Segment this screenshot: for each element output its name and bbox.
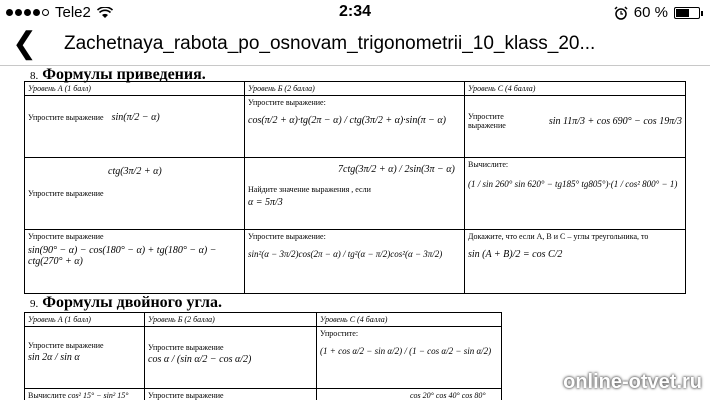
watermark: online-otvet.ru	[563, 371, 702, 393]
status-bar	[0, 0, 710, 24]
navigation-bar	[0, 24, 710, 66]
table-cell	[245, 96, 465, 158]
task-label: Упростите выражение	[468, 112, 506, 130]
table-cell	[25, 327, 145, 389]
section-8-table	[24, 81, 686, 294]
table-row	[25, 327, 502, 389]
table-row	[25, 389, 502, 400]
battery-icon	[674, 7, 700, 19]
formula: (1 / sin 260° sin 620° − tg185° tg805°)·(1 / cos² 800° − 1)	[468, 179, 678, 189]
table-cell	[25, 389, 145, 400]
formula: sin 11π/3 + cos 690° − cos 19π/3	[548, 115, 682, 127]
status-right	[614, 4, 700, 21]
table-cell	[25, 96, 245, 158]
table-header: Уровень А (1 балл)	[25, 313, 145, 327]
table-cell	[465, 158, 686, 230]
table-cell	[145, 389, 317, 400]
table-header: Уровень С (4 балла)	[465, 82, 686, 96]
formula-condition: α = 5π/3	[248, 197, 283, 208]
task-suffix: , если	[351, 185, 371, 194]
table-row	[25, 96, 686, 158]
table-cell	[245, 158, 465, 230]
section-number: 8.	[30, 70, 39, 82]
table-header: Уровень Б (2 балла)	[245, 82, 465, 96]
task-label: Найдите значение выражения	[248, 185, 350, 194]
table-header: Уровень А (1 балл)	[25, 82, 245, 96]
table-cell	[317, 389, 502, 400]
formula: sin (A + B)/2 = cos C/2	[468, 249, 563, 260]
table-cell	[25, 230, 245, 294]
task-label: Упростите выражение	[28, 232, 104, 241]
table-header: Уровень С (4 балла)	[317, 313, 502, 327]
task-label: Упростите выражение	[148, 343, 224, 352]
formula: sin(π/2 − α)	[111, 112, 160, 123]
carrier-name: Tele2	[55, 4, 91, 21]
formula: (1 + cos α/2 − sin α/2) / (1 − cos α/2 − sin α/2)	[320, 346, 492, 356]
section-heading: Формулы двойного угла.	[42, 294, 222, 311]
task-label: Упростите выражение	[28, 189, 104, 198]
task-label: Докажите, что если А, В и С – углы треугольника, то	[468, 232, 649, 241]
task-label: Упростите выражение:	[248, 98, 326, 107]
task-label: Упростите выражение:	[248, 232, 326, 241]
formula: sin(90° − α) − cos(180° − α) + tg(180° − α) − ctg(270° + α)	[28, 245, 217, 267]
document-title: Zachetnaya_rabota_po_osnovam_trigonometrii_10_klass_20...	[64, 33, 596, 54]
section-9-table	[24, 312, 502, 400]
table-cell	[465, 96, 686, 158]
document-view[interactable]	[0, 66, 710, 400]
task-label: Упростите выражение	[28, 341, 104, 350]
chevron-left-icon[interactable]: ❮	[12, 27, 38, 60]
table-cell	[25, 158, 245, 230]
formula: cos² 15° − sin² 15°	[67, 391, 129, 400]
table-cell	[245, 230, 465, 294]
section-heading: Формулы приведения.	[42, 66, 206, 83]
formula: 7ctg(3π/2 + α) / 2sin(3π − α)	[338, 164, 455, 175]
table-header: Уровень Б (2 балла)	[145, 313, 317, 327]
formula: ctg(3π/2 + α)	[108, 166, 162, 177]
task-label: Упростите:	[320, 329, 359, 338]
section-number: 9.	[30, 298, 39, 310]
table-cell	[317, 327, 502, 389]
formula: sin²(α − 3π/2)cos(2π − α) / tg²(α − π/2)cos²(α − 3π/2)	[248, 249, 443, 259]
clock: 2:34	[338, 3, 372, 20]
table-cell	[465, 230, 686, 294]
table-row	[25, 230, 686, 294]
formula: cos 20° cos 40° cos 80°	[410, 391, 486, 400]
section-9-title	[30, 294, 222, 312]
formula: sin 2α / sin α	[28, 352, 80, 363]
table-cell	[145, 327, 317, 389]
formula: cos(π/2 + α)·tg(2π − α) / ctg(3π/2 + α)·sin(π − α)	[248, 115, 446, 126]
task-label: Вычислите	[28, 391, 66, 400]
task-label: Упростите выражение	[148, 391, 224, 400]
task-label: Вычислите:	[468, 160, 509, 169]
formula: cos α / (sin α/2 − cos α/2)	[148, 354, 252, 365]
table-row	[25, 158, 686, 230]
battery-percent: 60 %	[633, 4, 668, 21]
alarm-clock-icon	[614, 6, 628, 20]
task-label: Упростите выражение	[28, 113, 104, 122]
